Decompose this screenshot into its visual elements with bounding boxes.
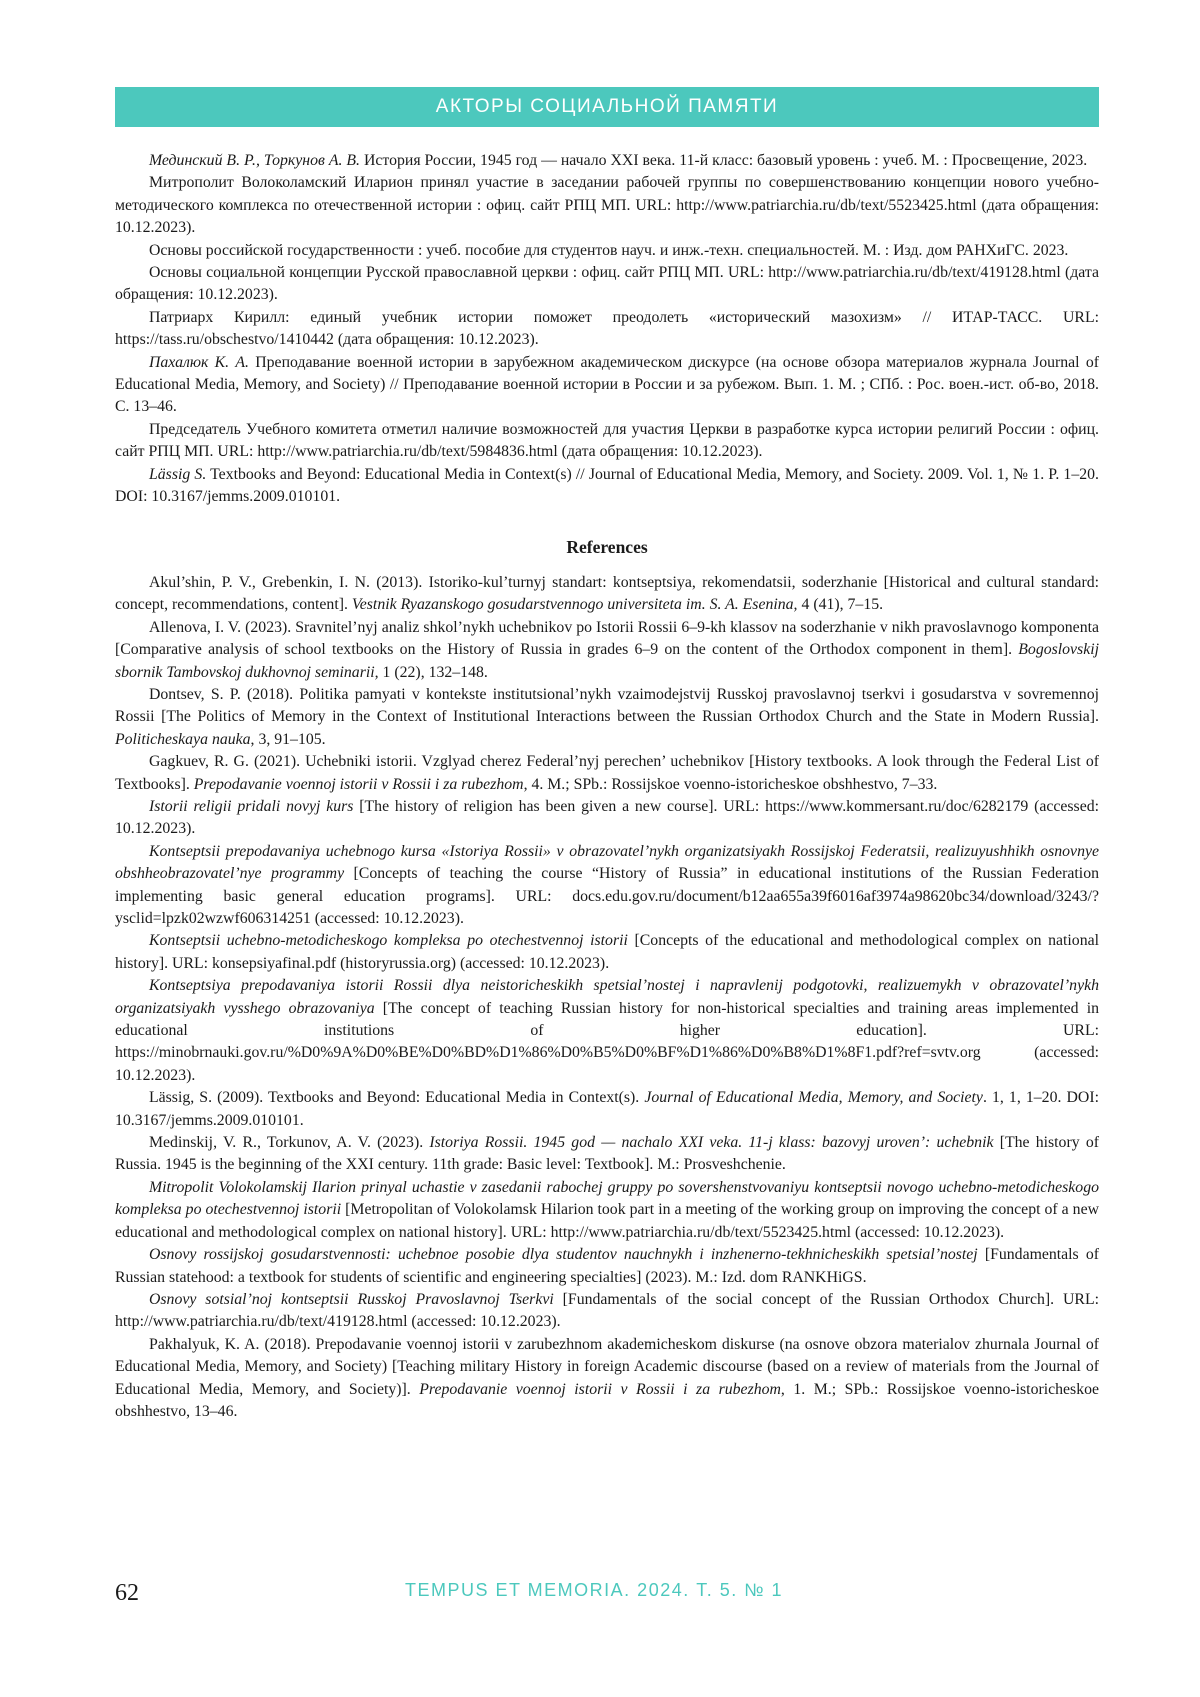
ru-reference-text: История России, 1945 год — начало XXI века. 11-й класс: базовый уровень : учеб. М. : Просвещение, 2023. bbox=[360, 152, 1087, 169]
en-reference-tail: [Metropolitan of Volokolamsk Hilarion took part in a meeting of the working group on improving the concept of a new educational and methodological complex on national history]. URL: http://www.patriarchia.ru/db/text/5523425.html (accessed: 10.12.2023). bbox=[115, 1201, 1099, 1240]
journal-footer: TEMPUS ET MEMORIA. 2024. Т. 5. № 1 bbox=[405, 1580, 783, 1601]
en-reference-tail: [Fundamentals of the social concept of the Russian Orthodox Church]. URL: http://www.patriarchia.ru/db/text/419128.html (accessed: 10.12.2023). bbox=[115, 1291, 1099, 1330]
en-reference-tail: 1 (22), 132–148. bbox=[379, 664, 488, 681]
en-reference-italic: Mitropolit Volokolamskij Ilarion prinyal uchastie v zasedanii rabochej gruppy po sovershenstvovaniyu kontseptsii novogo uchebno-metodicheskogo kompleksa po otechestvennoj istorii bbox=[115, 1179, 1099, 1218]
en-reference-italic: Kontseptsii prepodavaniya uchebnogo kursa «Istoriya Rossii» v obrazovatel’nykh organizatsiyakh Rossijskoj Federatsii, realizuyushhikh osnovnye obshheobrazovatel’nye programmy bbox=[115, 843, 1099, 882]
en-reference-italic: Bogoslovskij sbornik Tambovskoj dukhovnoj seminarii, bbox=[115, 641, 1099, 680]
ru-reference-author: Lässig S. bbox=[149, 466, 206, 483]
en-reference-italic: Osnovy sotsial’noj kontseptsii Russkoj Pravoslavnoj Tserkvi bbox=[149, 1291, 554, 1308]
en-reference-entry bbox=[115, 1177, 1099, 1244]
ru-reference-text: Патриарх Кирилл: единый учебник истории поможет преодолеть «исторический мазохизм» // ИТАР-ТАСС. URL: https://tass.ru/obschestvo/1410442 (дата обращения: 10.12.2023). bbox=[115, 309, 1099, 348]
ru-reference-entry bbox=[115, 262, 1099, 307]
en-reference-entry bbox=[115, 930, 1099, 975]
en-reference-text: Akul’shin, P. V., Grebenkin, I. N. (2013). Istoriko-kul’turnyj standart: kontseptsiya, rekomendatsii, soderzhanie [Historical and cultural standard: concept, recommendations, content]. bbox=[115, 574, 1099, 613]
ru-reference-entry bbox=[115, 150, 1099, 172]
en-reference-text: Dontsev, S. P. (2018). Politika pamyati v kontekste institutsional’nykh vzaimodejstvij Russkoj pravoslavnoj tserkvi i gosudarstva v sovremennoj Rossii [The Politics of Memory in the Context of Institutional Interactions between the Russian Orthodox Church and the State in Modern Russia]. bbox=[115, 686, 1099, 725]
en-reference-tail: 4 (41), 7–15. bbox=[798, 596, 884, 613]
en-reference-entry bbox=[115, 796, 1099, 841]
en-reference-text: Lässig, S. (2009). Textbooks and Beyond: Educational Media in Context(s). bbox=[149, 1089, 644, 1106]
en-reference-italic: Prepodavanie voennoj istorii v Rossii i za rubezhom bbox=[419, 1381, 781, 1398]
section-header-title: АКТОРЫ СОЦИАЛЬНОЙ ПАМЯТИ bbox=[436, 96, 778, 118]
en-reference-text: Medinskij, V. R., Torkunov, A. V. (2023). bbox=[149, 1134, 429, 1151]
ru-reference-entry bbox=[115, 352, 1099, 419]
en-reference-entry bbox=[115, 1289, 1099, 1334]
en-reference-tail: [Concepts of the educational and methodological complex on national history]. URL: konsepsiyafinal.pdf (historyrussia.org) (accessed: 10.12.2023). bbox=[115, 932, 1099, 971]
en-reference-entry bbox=[115, 841, 1099, 931]
section-header-bar bbox=[115, 87, 1099, 127]
en-reference-text: Pakhalyuk, K. A. (2018). Prepodavanie voennoj istorii v zarubezhnom akademicheskom diskurse (na osnove obzora materialov zhurnala Journal of Educational Media, Memory, and Society) [Teaching military History in foreign Academic discourse (based on a review of materials from the Journal of Educational Media, Memory, and Society)]. bbox=[115, 1336, 1099, 1398]
en-reference-tail: [Concepts of teaching the course “History of Russia” in educational institutions of the Russian Federation implementing basic general education programs]. URL: docs.edu.gov.ru/document/b12aa655a39f6016af3974a98620bc34/download/3243/?ysclid=lpzk02wzwf606314251 (accessed: 10.12.2023). bbox=[115, 865, 1099, 927]
en-reference-tail: , 1. M.; SPb.: Rossijskoe voenno-istoricheskoe obshhestvo, 13–46. bbox=[115, 1381, 1099, 1420]
en-reference-text: Gagkuev, R. G. (2021). Uchebniki istorii. Vzglyad cherez Federal’nyj perechen’ uchebnikov [History textbooks. A look through the Federal List of Textbooks]. bbox=[115, 753, 1099, 792]
en-reference-entry bbox=[115, 684, 1099, 751]
ru-reference-entry bbox=[115, 240, 1099, 262]
en-reference-italic: Kontseptsiya prepodavaniya istorii Rossii dlya neistoricheskikh spetsial’nostej i napravlenij podgotovki, realizuemykh v obrazovatel’nykh organizatsiyakh vysshego obrazovaniya bbox=[115, 977, 1099, 1016]
en-reference-tail: [The history of religion has been given a new course]. URL: https://www.kommersant.ru/doc/6282179 (accessed: 10.12.2023). bbox=[115, 798, 1099, 837]
en-reference-entry bbox=[115, 1244, 1099, 1289]
en-reference-tail: . 1, 1, 1–20. DOI: 10.3167/jemms.2009.010101. bbox=[115, 1089, 1099, 1128]
en-reference-italic: Kontseptsii uchebno-metodicheskogo kompleksa po otechestvennoj istorii bbox=[149, 932, 628, 949]
reference-content bbox=[115, 150, 1099, 1423]
en-reference-tail: , 4. M.; SPb.: Rossijskoe voenno-istoricheskoe obshhestvo, 7–33. bbox=[524, 776, 938, 793]
en-reference-tail: [The history of Russia. 1945 is the beginning of the XXI century. 11th grade: Basic level: Textbook]. M.: Prosveshchenie. bbox=[115, 1134, 1099, 1173]
ru-reference-text: Textbooks and Beyond: Educational Media in Context(s) // Journal of Educational Media, Memory, and Society. 2009. Vol. 1, № 1. P. 1–20. DOI: 10.3167/jemms.2009.010101. bbox=[115, 466, 1099, 505]
ru-reference-entry bbox=[115, 419, 1099, 464]
en-reference-italic: Prepodavanie voennoj istorii v Rossii i za rubezhom bbox=[194, 776, 524, 793]
en-reference-italic: Journal of Educational Media, Memory, and Society bbox=[644, 1089, 983, 1106]
en-reference-tail: [Fundamentals of Russian statehood: a textbook for students of scientific and engineering specialties] (2023). M.: Izd. dom RANKHiGS. bbox=[115, 1246, 1099, 1285]
en-reference-entry bbox=[115, 751, 1099, 796]
ru-reference-author: Мединский В. Р., Торкунов А. В. bbox=[149, 152, 360, 169]
en-reference-tail: [The concept of teaching Russian history for non-historical specialties and training areas implemented in educational institutions of higher education]. URL: https://minobrnauki.gov.ru/%D0%9A%D0%BE%D0%BD%D1%86%D0%B5%D0%BF%D1%86%D0%B8%D1%8F1.pdf?ref=svtv.org (accessed: 10.12.2023). bbox=[115, 1000, 1099, 1084]
ru-reference-entry bbox=[115, 464, 1099, 509]
en-reference-italic: Osnovy rossijskoj gosudarstvennosti: uchebnoe posobie dlya studentov nauchnykh i inzhenerno-tekhnicheskikh spetsial’nostej bbox=[149, 1246, 978, 1263]
ru-reference-text: Митрополит Волоколамский Иларион принял участие в заседании рабочей группы по совершенствованию концепции нового учебно-методического комплекса по отечественной истории : офиц. сайт РПЦ МП. URL: http://www.patriarchia.ru/db/text/5523425.html (дата обращения: 10.12.2023). bbox=[115, 174, 1099, 236]
en-reference-italic: Politicheskaya nauka bbox=[115, 731, 251, 748]
en-reference-entry bbox=[115, 1132, 1099, 1177]
en-reference-entry bbox=[115, 975, 1099, 1087]
en-reference-entry bbox=[115, 1334, 1099, 1424]
en-reference-text: Allenova, I. V. (2023). Sravnitel’nyj analiz shkol’nykh uchebnikov po Istorii Rossii 6–9-kh klassov na soderzhanie v nikh pravoslavnogo komponenta [Comparative analysis of school textbooks on the History of Russia in grades 6–9 on the content of the Orthodox component in them]. bbox=[115, 619, 1099, 658]
en-reference-entry bbox=[115, 617, 1099, 684]
ru-reference-text: Преподавание военной истории в зарубежном академическом дискурсе (на основе обзора материалов журнала Journal of Educational Media, Memory, and Society) // Преподавание военной истории в России и за рубежом. Вып. 1. М. ; СПб. : Рос. воен.-ист. об-во, 2018. С. 13–46. bbox=[115, 354, 1099, 416]
ru-reference-entry bbox=[115, 307, 1099, 352]
page-number: 62 bbox=[115, 1580, 139, 1607]
references-heading: References bbox=[115, 536, 1099, 558]
en-reference-italic: Istoriya Rossii. 1945 god — nachalo XXI veka. 11-j klass: bazovyj uroven’: uchebnik bbox=[429, 1134, 993, 1151]
en-reference-italic: Istorii religii pridali novyj kurs bbox=[149, 798, 353, 815]
ru-reference-text: Основы российской государственности : учеб. пособие для студентов науч. и инж.-техн. специальностей. М. : Изд. дом РАНХиГС. 2023. bbox=[149, 242, 1068, 259]
en-reference-entry bbox=[115, 572, 1099, 617]
en-reference-tail: , 3, 91–105. bbox=[251, 731, 326, 748]
ru-reference-text: Основы социальной концепции Русской православной церкви : офиц. сайт РПЦ МП. URL: http://www.patriarchia.ru/db/text/419128.html (дата обращения: 10.12.2023). bbox=[115, 264, 1099, 303]
en-reference-entry bbox=[115, 1087, 1099, 1132]
ru-reference-entry bbox=[115, 172, 1099, 239]
ru-reference-text: Председатель Учебного комитета отметил наличие возможностей для участия Церкви в разработке курса истории религий России : офиц. сайт РПЦ МП. URL: http://www.patriarchia.ru/db/text/5984836.html (дата обращения: 10.12.2023). bbox=[115, 421, 1099, 460]
ru-reference-author: Пахалюк К. А. bbox=[149, 354, 249, 371]
en-reference-italic: Vestnik Ryazanskogo gosudarstvennogo universiteta im. S. A. Esenina, bbox=[352, 596, 798, 613]
